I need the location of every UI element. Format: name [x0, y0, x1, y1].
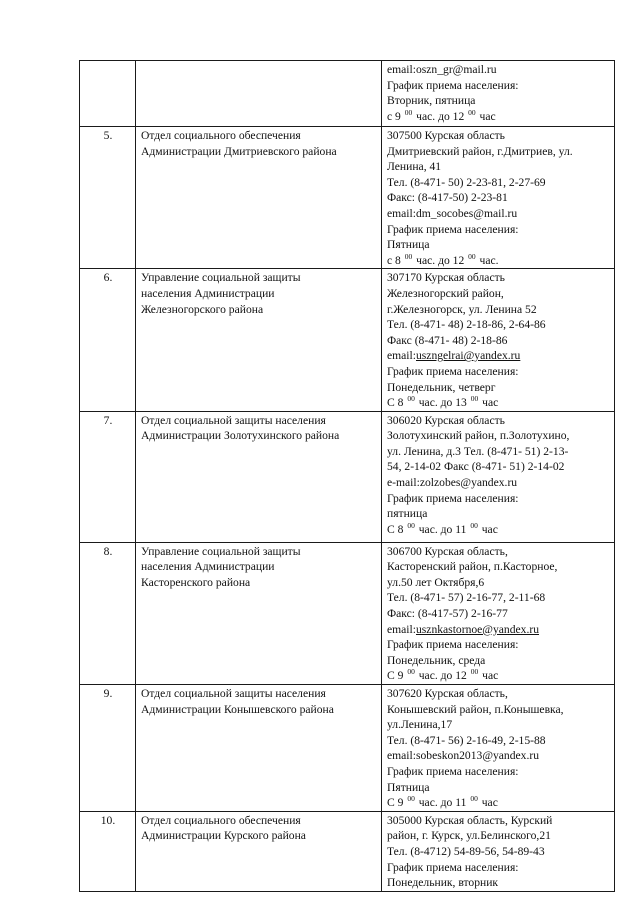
- time-minutes-superscript: 00: [470, 794, 478, 804]
- contact-info-line: e-mail:zolzobes@yandex.ru: [387, 476, 518, 490]
- row-number: 6.: [103, 271, 113, 285]
- contact-info-line: email:dm_socobes@mail.ru: [387, 206, 518, 220]
- contact-info-line: Понедельник, четверг: [387, 380, 496, 394]
- table-row: [80, 127, 615, 269]
- time-minutes-superscript: 00: [407, 667, 415, 677]
- contact-info-line: График приема населения:: [387, 222, 519, 236]
- text-fragment: час: [478, 522, 498, 536]
- department-name-line: населения Администрации: [141, 560, 275, 574]
- text-fragment: час: [478, 796, 498, 810]
- contact-info-line: ул.Ленина,17: [387, 718, 453, 732]
- department-name-line: Администрации Дмитриевского района: [141, 144, 337, 158]
- table-row: [80, 685, 615, 812]
- contact-info-line: Конышевский район, п.Конышевка,: [387, 702, 564, 716]
- department-name-line: Отдел социальной защиты населения: [141, 687, 326, 701]
- text-fragment: час.: [476, 253, 499, 267]
- text-fragment: С 9: [387, 796, 407, 810]
- text-fragment: email:: [387, 622, 416, 636]
- text-fragment: час. до 11: [415, 522, 470, 536]
- contact-info-line: 306020 Курская область: [387, 413, 505, 427]
- text-fragment: час. до 12: [415, 669, 470, 683]
- contact-info-line: Железногорский район,: [387, 286, 504, 300]
- time-minutes-superscript: 00: [404, 251, 413, 261]
- contact-info-cell: [382, 811, 615, 891]
- table-body: [80, 61, 615, 892]
- text-fragment: час. до 12: [413, 109, 468, 123]
- department-name-line: Отдел социальной защиты населения: [141, 413, 326, 427]
- contact-info-line: График приема населения:: [387, 364, 519, 378]
- contact-info-line: График приема населения:: [387, 78, 519, 92]
- table-row: [80, 411, 615, 542]
- table-row: [80, 61, 615, 127]
- contact-info-line: [387, 348, 610, 364]
- text-fragment: с 8: [387, 253, 404, 267]
- department-name-line: Отдел социального обеспечения: [141, 813, 301, 827]
- contact-info-line: email:oszn_gr@mail.ru: [387, 63, 497, 76]
- contact-info-line: 307170 Курская область: [387, 271, 505, 285]
- contact-info-line: [387, 622, 610, 638]
- contact-info-line: График приема населения:: [387, 638, 519, 652]
- row-number-cell: [80, 411, 136, 542]
- contact-info-line: Пятница: [387, 780, 430, 794]
- text-fragment: час. до 11: [415, 796, 470, 810]
- table-row: [80, 542, 615, 684]
- row-number-cell: [80, 61, 136, 127]
- contact-info-line: Пятница: [387, 238, 430, 252]
- department-name-line: Администрации Конышевского района: [141, 702, 334, 716]
- time-minutes-superscript: 00: [404, 107, 413, 117]
- contact-info-line: Факс (8-471- 48) 2-18-86: [387, 333, 508, 347]
- row-number-cell: [80, 811, 136, 891]
- contact-info-line: 54, 2-14-02 Факс (8-471- 51) 2-14-02: [387, 460, 565, 474]
- text-fragment: час: [479, 669, 499, 683]
- text-fragment: С 8: [387, 522, 407, 536]
- department-name-line: Управление социальной защиты: [141, 544, 301, 558]
- time-minutes-superscript: 00: [470, 394, 479, 404]
- contact-info-line: Факс: (8-417-57) 2-16-77: [387, 607, 508, 621]
- contact-info-line: пятница: [387, 507, 428, 521]
- contact-info-line: email:sobeskon2013@yandex.ru: [387, 749, 540, 763]
- row-number: 5.: [103, 129, 113, 142]
- department-name-line: Железногорского района: [141, 302, 264, 316]
- time-minutes-superscript: 00: [468, 107, 476, 117]
- contact-info-line: Тел. (8-471- 56) 2-16-49, 2-15-88: [387, 733, 546, 747]
- text-fragment: час: [479, 396, 499, 410]
- contact-info-line: г.Железногорск, ул. Ленина 52: [387, 302, 537, 316]
- row-number: 8.: [103, 544, 113, 558]
- contact-info-line: Касторенский район, п.Касторное,: [387, 560, 558, 574]
- department-name-line: Касторенского района: [141, 575, 251, 589]
- text-fragment: с 9: [387, 109, 404, 123]
- department-name-cell: [136, 61, 382, 127]
- time-minutes-superscript: 00: [407, 520, 415, 530]
- contact-info-line: 305000 Курская область, Курский: [387, 813, 553, 827]
- row-number-cell: [80, 127, 136, 269]
- contact-info-line: [387, 109, 610, 125]
- contact-info-line: [387, 253, 610, 269]
- table-row: [80, 811, 615, 891]
- department-name-cell: [136, 542, 382, 684]
- email-link[interactable]: usznkastornoe@yandex.ru: [415, 622, 540, 636]
- contact-info-cell: [382, 411, 615, 542]
- time-minutes-superscript: 00: [470, 520, 478, 530]
- contact-info-line: [387, 395, 610, 411]
- contact-info-line: Вторник, пятница: [387, 94, 476, 108]
- department-name-cell: [136, 685, 382, 812]
- row-number-cell: [80, 542, 136, 684]
- contact-info-line: [387, 522, 610, 538]
- contact-info-cell: [382, 685, 615, 812]
- contact-info-line: Дмитриевский район, г.Дмитриев, ул.: [387, 144, 573, 158]
- contact-info-line: 307620 Курская область,: [387, 687, 508, 701]
- contact-info-line: График приема населения:: [387, 765, 519, 778]
- text-fragment: час. до 12: [413, 253, 468, 267]
- row-number: 7.: [103, 413, 113, 427]
- row-number: 10.: [100, 813, 116, 827]
- contact-info-line: [387, 668, 610, 684]
- contact-info-line: 306700 Курская область,: [387, 544, 508, 558]
- contact-info-line: Тел. (8-471- 50) 2-23-81, 2-27-69: [387, 175, 546, 189]
- contact-info-line: Тел. (8-4712) 54-89-56, 54-89-43: [387, 844, 545, 858]
- contact-info-line: [387, 795, 610, 811]
- contact-info-line: район, г. Курск, ул.Белинского,21: [387, 829, 551, 843]
- social-protection-offices-table: [79, 60, 615, 892]
- time-minutes-superscript: 00: [468, 251, 476, 261]
- text-fragment: час: [476, 109, 496, 123]
- text-fragment: С 9: [387, 669, 407, 683]
- time-minutes-superscript: 00: [470, 667, 479, 677]
- department-name-line: Отдел социального обеспечения: [141, 129, 301, 142]
- row-number-cell: [80, 269, 136, 411]
- contact-info-line: График приема населения:: [387, 860, 519, 874]
- text-fragment: email:: [387, 349, 416, 363]
- contact-info-line: 307500 Курская область: [387, 129, 505, 142]
- department-name-line: Администрации Курского района: [141, 829, 306, 843]
- row-number: 9.: [103, 687, 113, 701]
- department-name-line: Управление социальной защиты: [141, 271, 301, 285]
- department-name-line: населения Администрации: [141, 286, 275, 300]
- contact-info-line: Понедельник, среда: [387, 653, 486, 667]
- contact-info-cell: [382, 269, 615, 411]
- time-minutes-superscript: 00: [407, 794, 415, 804]
- contact-info-cell: [382, 127, 615, 269]
- contact-info-line: Факс: (8-417-50) 2-23-81: [387, 191, 508, 205]
- time-minutes-superscript: 00: [407, 394, 415, 404]
- contact-info-line: Золотухинский район, п.Золотухино,: [387, 429, 570, 443]
- row-number-cell: [80, 685, 136, 812]
- table-row: [80, 269, 615, 411]
- contact-info-line: График приема населения:: [387, 491, 519, 505]
- department-name-cell: [136, 411, 382, 542]
- department-name-cell: [136, 269, 382, 411]
- contact-info-cell: [382, 542, 615, 684]
- department-name-cell: [136, 127, 382, 269]
- contact-info-cell: [382, 61, 615, 127]
- contact-info-line: ул.50 лет Октября,6: [387, 575, 485, 589]
- department-name-cell: [136, 811, 382, 891]
- contact-info-line: Понедельник, вторник: [387, 876, 499, 890]
- text-fragment: С 8: [387, 396, 407, 410]
- contact-info-line: Ленина, 41: [387, 160, 442, 174]
- text-fragment: час. до 13: [415, 396, 470, 410]
- contact-info-line: Тел. (8-471- 57) 2-16-77, 2-11-68: [387, 591, 546, 605]
- contact-info-line: Тел. (8-471- 48) 2-18-86, 2-64-86: [387, 318, 546, 332]
- email-link[interactable]: uszngelrai@yandex.ru: [415, 349, 521, 363]
- contact-info-line: ул. Ленина, д.3 Тел. (8-471- 51) 2-13-: [387, 444, 569, 458]
- department-name-line: Администрации Золотухинского района: [141, 429, 340, 443]
